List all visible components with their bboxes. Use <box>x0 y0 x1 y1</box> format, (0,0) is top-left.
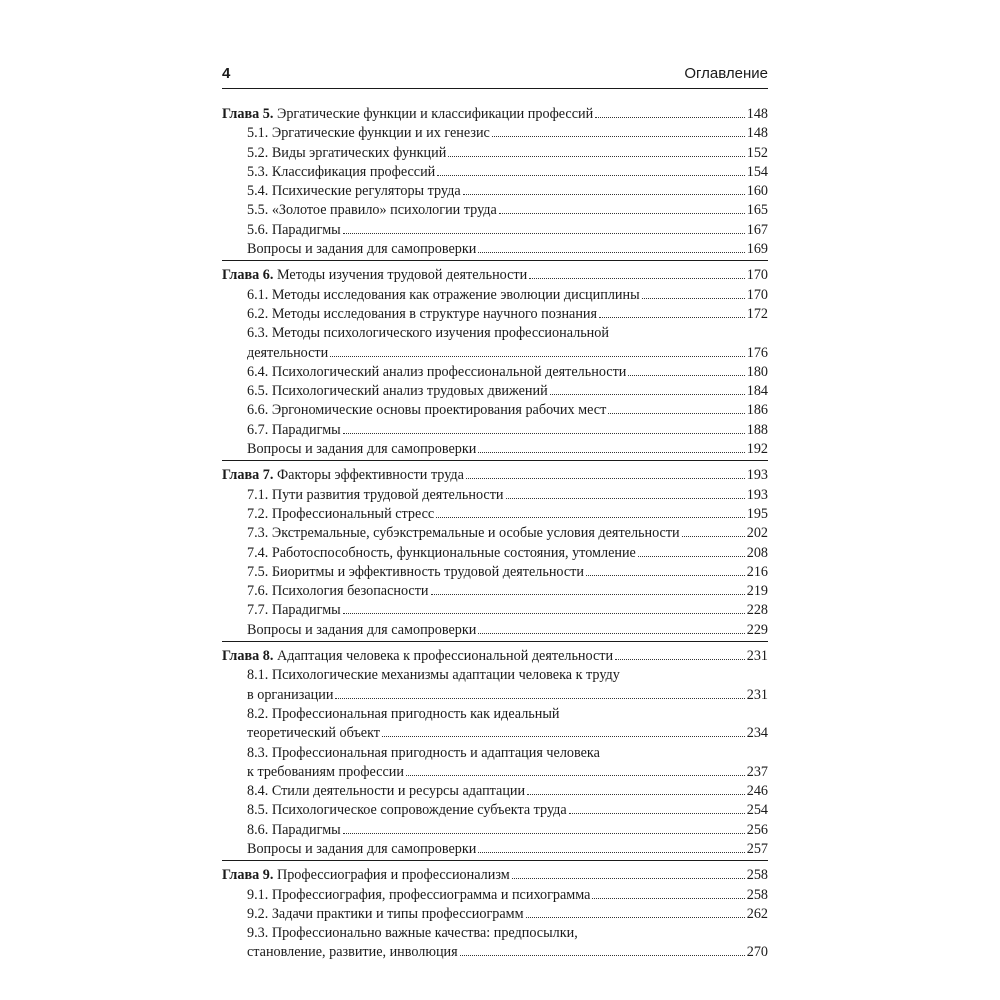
entry-title-continuation: в организации <box>247 686 334 703</box>
entry-title: 7.5. Биоритмы и эффективность трудовой деятельности <box>247 563 584 580</box>
toc-entry <box>222 382 768 401</box>
dot-leader <box>460 955 745 956</box>
toc-chapter-heading <box>222 266 768 285</box>
dot-leader <box>527 794 745 795</box>
toc-entry <box>222 821 768 840</box>
dot-leader <box>382 736 745 737</box>
dot-leader <box>343 433 745 434</box>
entry-page-number: 184 <box>746 383 768 400</box>
dot-leader <box>343 233 745 234</box>
toc-entry <box>222 486 768 505</box>
dot-leader <box>478 252 744 253</box>
entry-page-number: 208 <box>746 544 768 561</box>
entry-title: 6.6. Эргономические основы проектирования рабочих мест <box>247 402 607 419</box>
dot-leader <box>478 633 744 634</box>
dot-leader <box>437 175 744 176</box>
toc-chapter-heading <box>222 647 768 666</box>
entry-page-number: 176 <box>746 344 768 361</box>
toc-entry <box>222 524 768 543</box>
entry-page-number: 202 <box>746 525 768 542</box>
dot-leader <box>550 394 745 395</box>
entry-title-continuation: деятельности <box>247 344 329 361</box>
dot-leader <box>512 878 745 879</box>
entry-page-number: 152 <box>746 144 768 161</box>
entry-title: 5.1. Эргатические функции и их генезис <box>247 125 490 142</box>
toc-chapter <box>222 866 768 963</box>
chapter-page-number: 231 <box>746 648 768 665</box>
entry-title: Вопросы и задания для самопроверки <box>247 441 477 458</box>
toc-entry-continuation <box>222 344 768 363</box>
chapter-label: Глава 5. <box>222 106 274 122</box>
chapter-title: Факторы эффективности труда <box>276 467 464 484</box>
dot-leader <box>592 898 744 899</box>
chapter-title: Эргатические функции и классификации профессий <box>276 106 594 122</box>
table-of-contents <box>222 105 768 964</box>
entry-title: 6.5. Психологический анализ трудовых движений <box>247 383 548 400</box>
toc-entry <box>222 840 768 859</box>
entry-page-number: 172 <box>746 305 768 322</box>
entry-page-number: 192 <box>746 441 768 458</box>
entry-title: 7.1. Пути развития трудовой деятельности <box>247 486 504 503</box>
entry-title: 8.5. Психологическое сопровождение субъекта труда <box>247 802 567 819</box>
entry-page-number: 167 <box>746 221 768 238</box>
chapter-heading-text <box>222 105 593 124</box>
toc-entry <box>222 324 768 343</box>
toc-entry <box>222 886 768 905</box>
entry-page-number: 229 <box>746 621 768 638</box>
dot-leader <box>466 478 745 479</box>
entry-page-number: 165 <box>746 202 768 219</box>
entry-title: 8.1. Психологические механизмы адаптации человека к труду <box>247 667 620 684</box>
toc-entry-continuation <box>222 763 768 782</box>
dot-leader <box>492 136 745 137</box>
chapter-heading-text <box>222 466 464 485</box>
entry-title: 6.3. Методы психологического изучения профессиональной <box>247 325 609 342</box>
toc-entry <box>222 286 768 305</box>
dot-leader <box>586 575 745 576</box>
dot-leader <box>436 517 744 518</box>
toc-entry <box>222 240 768 259</box>
dot-leader <box>642 298 745 299</box>
entry-page-number: 234 <box>746 725 768 742</box>
dot-leader <box>431 594 745 595</box>
toc-entry <box>222 801 768 820</box>
dot-leader <box>599 317 745 318</box>
chapter-heading-text <box>222 266 527 285</box>
entry-page-number: 257 <box>746 840 768 857</box>
toc-entry-continuation <box>222 686 768 705</box>
toc-entry <box>222 905 768 924</box>
entry-title: 8.6. Парадигмы <box>247 821 341 838</box>
entry-page-number: 237 <box>746 763 768 780</box>
toc-entry <box>222 924 768 943</box>
entry-title: 7.6. Психология безопасности <box>247 583 429 600</box>
entry-page-number: 270 <box>746 944 768 961</box>
toc-entry-continuation <box>222 943 768 962</box>
toc-entry <box>222 782 768 801</box>
dot-leader <box>343 613 745 614</box>
toc-entry <box>222 421 768 440</box>
entry-page-number: 262 <box>746 905 768 922</box>
toc-entry <box>222 440 768 459</box>
entry-page-number: 148 <box>746 125 768 142</box>
entry-title: 9.1. Профессиография, профессиограмма и психограмма <box>247 886 591 903</box>
toc-chapter-heading <box>222 866 768 885</box>
toc-chapter <box>222 647 768 861</box>
dot-leader <box>499 213 745 214</box>
entry-page-number: 228 <box>746 602 768 619</box>
toc-chapter-heading <box>222 466 768 485</box>
entry-page-number: 246 <box>746 783 768 800</box>
entry-title: 5.5. «Золотое правило» психологии труда <box>247 202 497 219</box>
entry-title: 5.4. Психические регуляторы труда <box>247 183 461 200</box>
dot-leader <box>595 117 745 118</box>
entry-title: 8.4. Стили деятельности и ресурсы адаптации <box>247 783 526 800</box>
toc-entry <box>222 621 768 640</box>
entry-title-continuation: становление, развитие, инволюция <box>247 944 458 961</box>
entry-title: 6.4. Психологический анализ профессиональной деятельности <box>247 363 627 380</box>
entry-title: 8.2. Профессиональная пригодность как идеальный <box>247 705 560 722</box>
book-page <box>222 62 768 969</box>
entry-title: 6.7. Парадигмы <box>247 421 341 438</box>
dot-leader <box>569 813 745 814</box>
toc-entry <box>222 744 768 763</box>
toc-entry <box>222 144 768 163</box>
entry-page-number: 180 <box>746 363 768 380</box>
entry-title: 7.7. Парадигмы <box>247 602 341 619</box>
chapter-title: Профессиография и профессионализм <box>276 867 510 884</box>
running-head: Оглавление <box>684 65 768 82</box>
entry-title: 5.2. Виды эргатических функций <box>247 144 447 161</box>
entry-title: 6.1. Методы исследования как отражение эволюции дисциплины <box>247 286 640 303</box>
entry-page-number: 186 <box>746 402 768 419</box>
dot-leader <box>615 659 745 660</box>
entry-title-continuation: к требованиям профессии <box>247 763 404 780</box>
toc-entry <box>222 163 768 182</box>
dot-leader <box>608 413 744 414</box>
dot-leader <box>406 775 745 776</box>
entry-page-number: 188 <box>746 421 768 438</box>
dot-leader <box>463 194 745 195</box>
header-rule <box>222 88 768 89</box>
toc-entry <box>222 363 768 382</box>
chapter-heading-text <box>222 866 510 885</box>
chapter-page-number: 148 <box>746 106 768 122</box>
toc-chapter-heading <box>222 105 768 124</box>
entry-page-number: 193 <box>746 486 768 503</box>
entry-page-number: 219 <box>746 583 768 600</box>
toc-entry <box>222 305 768 324</box>
toc-entry <box>222 201 768 220</box>
entry-page-number: 169 <box>746 241 768 258</box>
chapter-page-number: 170 <box>746 267 768 284</box>
toc-entry <box>222 182 768 201</box>
chapter-page-number: 193 <box>746 467 768 484</box>
dot-leader <box>529 278 745 279</box>
entry-title: 6.2. Методы исследования в структуре научного познания <box>247 305 598 322</box>
chapter-label: Глава 7. <box>222 467 274 484</box>
chapter-label: Глава 9. <box>222 867 274 884</box>
chapter-page-number: 258 <box>746 867 768 884</box>
entry-title: 5.6. Парадигмы <box>247 221 341 238</box>
toc-entry <box>222 124 768 143</box>
dot-leader <box>343 833 745 834</box>
toc-entry <box>222 544 768 563</box>
entry-page-number: 258 <box>746 886 768 903</box>
toc-chapter <box>222 466 768 642</box>
entry-page-number: 195 <box>746 505 768 522</box>
entry-title: 7.2. Профессиональный стресс <box>247 505 435 522</box>
dot-leader <box>478 852 744 853</box>
entry-title: 9.2. Задачи практики и типы профессиограмм <box>247 905 524 922</box>
page-header <box>222 62 768 89</box>
toc-entry <box>222 401 768 420</box>
entry-page-number: 154 <box>746 163 768 180</box>
toc-chapter <box>222 105 768 261</box>
entry-title: 8.3. Профессиональная пригодность и адаптация человека <box>247 744 600 761</box>
chapter-title: Методы изучения трудовой деятельности <box>276 267 528 284</box>
entry-page-number: 216 <box>746 563 768 580</box>
entry-title: 5.3. Классификация профессий <box>247 163 436 180</box>
entry-page-number: 231 <box>746 686 768 703</box>
toc-entry <box>222 221 768 240</box>
chapter-label: Глава 8. <box>222 648 274 665</box>
entry-title: Вопросы и задания для самопроверки <box>247 241 477 258</box>
entry-title: Вопросы и задания для самопроверки <box>247 840 477 857</box>
toc-entry <box>222 582 768 601</box>
toc-entry <box>222 601 768 620</box>
entry-title-continuation: теоретический объект <box>247 725 380 742</box>
toc-entry-continuation <box>222 724 768 743</box>
entry-page-number: 254 <box>746 802 768 819</box>
entry-title: 7.4. Работоспособность, функциональные состояния, утомление <box>247 544 636 561</box>
entry-page-number: 256 <box>746 821 768 838</box>
entry-page-number: 160 <box>746 183 768 200</box>
chapter-title: Адаптация человека к профессиональной деятельности <box>276 648 614 665</box>
dot-leader <box>335 698 744 699</box>
dot-leader <box>448 156 744 157</box>
toc-entry <box>222 505 768 524</box>
dot-leader <box>526 917 745 918</box>
dot-leader <box>330 356 745 357</box>
toc-chapter <box>222 266 768 461</box>
toc-entry <box>222 705 768 724</box>
entry-title: 7.3. Экстремальные, субэкстремальные и особые условия деятельности <box>247 525 680 542</box>
dot-leader <box>628 375 744 376</box>
dot-leader <box>638 556 745 557</box>
dot-leader <box>506 498 745 499</box>
page-number: 4 <box>222 65 231 82</box>
toc-entry <box>222 666 768 685</box>
entry-title: Вопросы и задания для самопроверки <box>247 621 477 638</box>
entry-title: 9.3. Профессионально важные качества: предпосылки, <box>247 925 578 942</box>
toc-entry <box>222 563 768 582</box>
dot-leader <box>682 536 745 537</box>
entry-page-number: 170 <box>746 286 768 303</box>
chapter-heading-text <box>222 647 613 666</box>
chapter-label: Глава 6. <box>222 267 274 284</box>
dot-leader <box>478 452 744 453</box>
